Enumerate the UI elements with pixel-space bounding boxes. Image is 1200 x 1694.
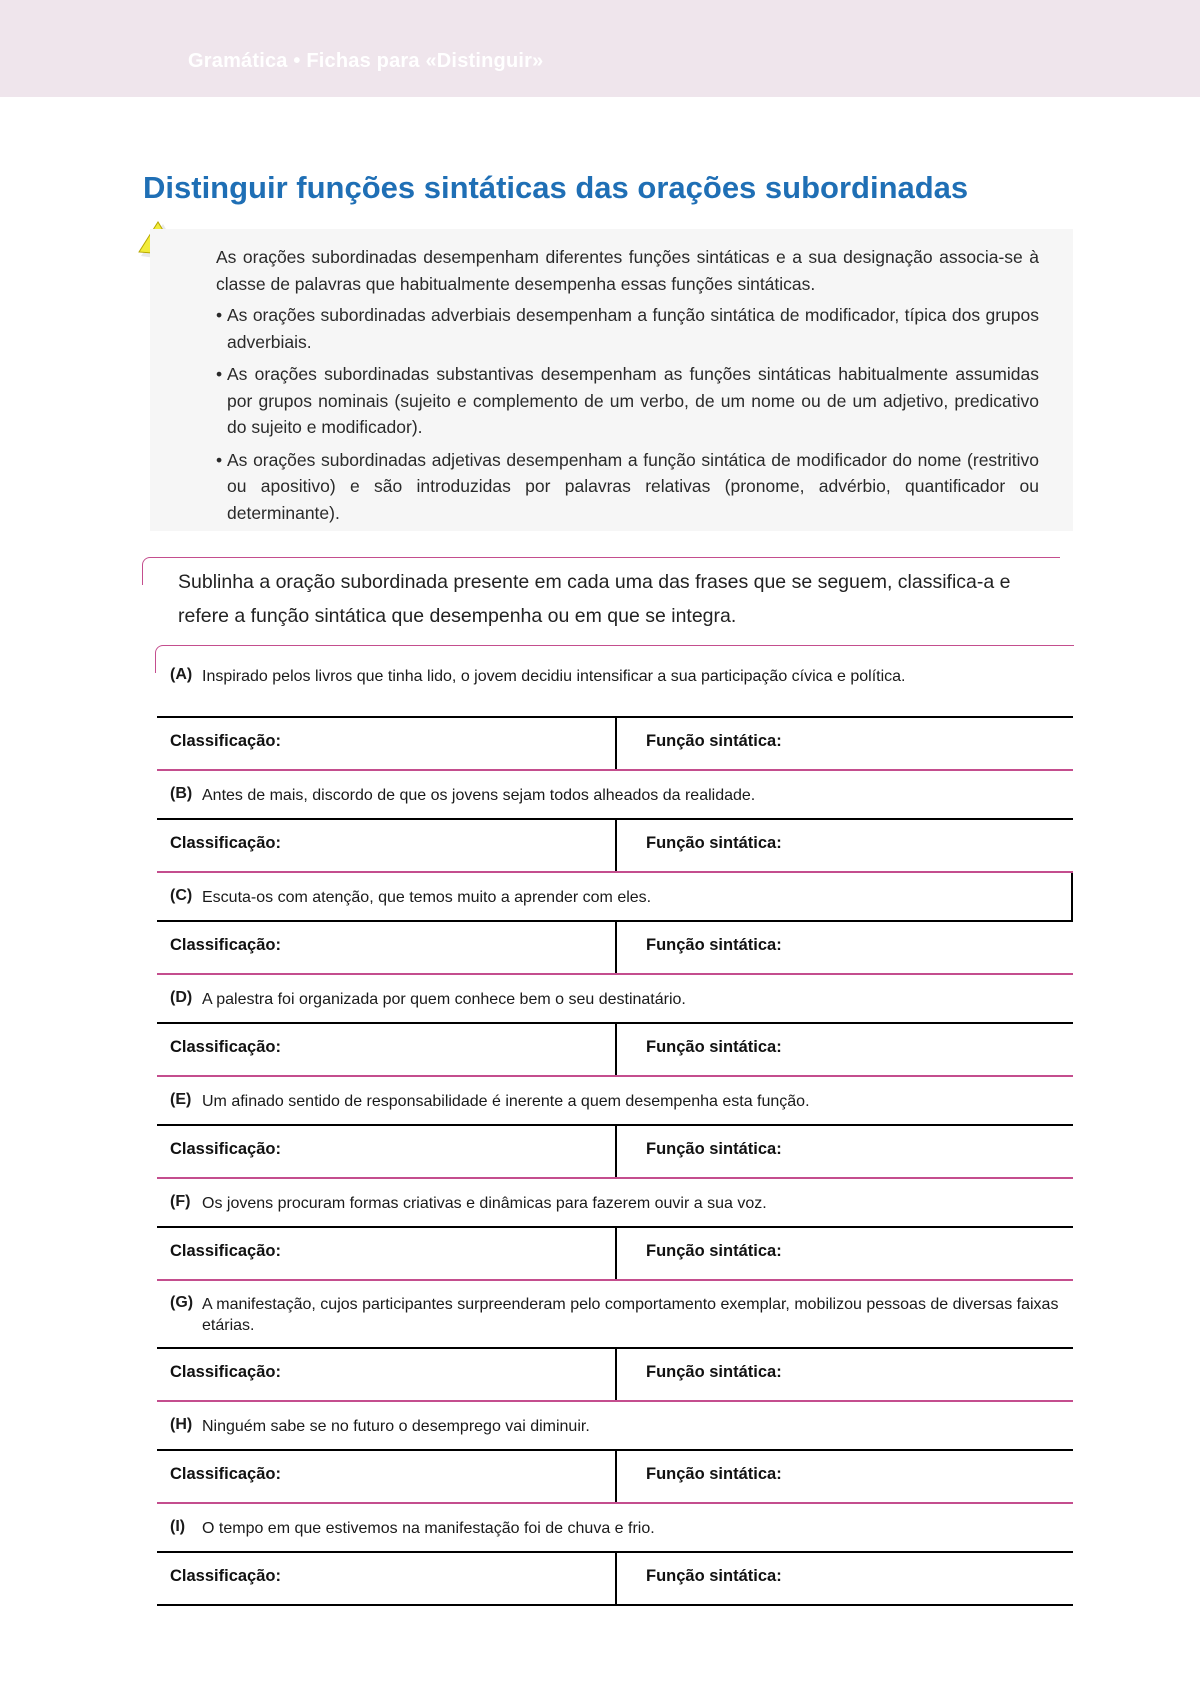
answer-row [157,716,1073,771]
classification-field[interactable]: Classificação: [170,834,281,852]
question-text: Os jovens procuram formas criativas e dinâmicas para fazerem ouvir a sua voz. [202,1195,767,1212]
exercise-question [157,771,1073,818]
question-text: Escuta-os com atenção, que temos muito a aprender com eles. [202,889,652,906]
exercise-list [157,650,1073,1606]
page-title: Distinguir funções sintáticas das orações subordinadas [143,170,969,205]
header-title: Gramática • Fichas para «Distinguir» [188,50,544,72]
answer-row [157,1449,1073,1504]
answer-row [157,818,1073,873]
question-text: Inspirado pelos livros que tinha lido, o jovem decidiu intensificar a sua participação cívica e política. [202,668,906,685]
syntactic-function-field[interactable]: Função sintática: [615,1349,1073,1400]
exercise-question [157,1077,1073,1124]
classification-field[interactable]: Classificação: [170,1363,281,1381]
classification-field[interactable]: Classificação: [170,936,281,954]
classification-field[interactable]: Classificação: [170,1242,281,1260]
question-letter: (B) [170,785,193,802]
answer-row [157,1124,1073,1179]
classification-field[interactable]: Classificação: [170,732,281,750]
info-bullet: • As orações subordinadas adverbiais desempenham a função sintática de modificador, típica dos grupos adverbiais. [216,302,1039,355]
question-text: O tempo em que estivemos na manifestação foi de chuva e frio. [202,1520,655,1537]
answer-row [157,1347,1073,1402]
classification-field[interactable]: Classificação: [170,1038,281,1056]
info-bullet: • As orações subordinadas substantivas desempenham as funções sintáticas habitualmente assumidas por grupos nominais (sujeito e complemento de um verbo, de um nome ou de um adjetivo, predicativo do sujeito e modificador). [216,361,1039,441]
answer-row [157,920,1073,975]
question-text: Um afinado sentido de responsabilidade é inerente a quem desempenha esta função. [202,1093,810,1110]
info-bullet: • As orações subordinadas adjetivas desempenham a função sintática de modificador do nome (restritivo ou apositivo) e são introduzidas por palavras relativas (pronome, advérbio, quantificador ou determinante). [216,447,1039,527]
answer-row [157,1226,1073,1281]
instruction: Sublinha a oração subordinada presente em cada uma das frases que se seguem, classifica-a e refere a função sintática que desempenha ou em que se integra. [178,571,1011,627]
answer-row [157,1551,1073,1606]
question-letter: (E) [170,1091,192,1108]
classification-field[interactable]: Classificação: [170,1567,281,1585]
exercise-question [157,1281,1073,1347]
classification-field[interactable]: Classificação: [170,1140,281,1158]
question-letter: (I) [170,1518,186,1535]
exercise-question [157,650,1073,716]
info-bullet-list [216,302,1039,526]
syntactic-function-field[interactable]: Função sintática: [615,1126,1073,1177]
question-text: A palestra foi organizada por quem conhece bem o seu destinatário. [202,991,686,1008]
question-letter: (D) [170,989,193,1006]
info-intro: As orações subordinadas desempenham diferentes funções sintáticas e a sua designação associa-se à classe de palavras que habitualmente desempenha essas funções sintáticas. [216,247,1039,294]
info-box [150,229,1073,531]
question-letter: (G) [170,1294,194,1311]
classification-field[interactable]: Classificação: [170,1465,281,1483]
syntactic-function-field[interactable]: Função sintática: [615,1451,1073,1502]
syntactic-function-field[interactable]: Função sintática: [615,922,1073,973]
question-text: A manifestação, cujos participantes surpreenderam pelo comportamento exemplar, mobilizou pessoas de diversas faixas etárias. [202,1296,1059,1334]
exercise-question [157,1179,1073,1226]
syntactic-function-field[interactable]: Função sintática: [615,1024,1073,1075]
exercise-question [157,1402,1073,1449]
question-letter: (A) [170,666,193,683]
question-letter: (H) [170,1416,193,1433]
exercise-question [157,975,1073,1022]
answer-row [157,1022,1073,1077]
question-letter: (F) [170,1193,191,1210]
question-text: Antes de mais, discordo de que os jovens sejam todos alheados da realidade. [202,787,756,804]
syntactic-function-field[interactable]: Função sintática: [615,820,1073,871]
question-letter: (C) [170,887,193,904]
exercise-question [157,873,1073,920]
exercise-question [157,1504,1073,1551]
syntactic-function-field[interactable]: Função sintática: [615,1553,1073,1604]
syntactic-function-field[interactable]: Função sintática: [615,718,1073,769]
question-text: Ninguém sabe se no futuro o desemprego vai diminuir. [202,1418,590,1435]
syntactic-function-field[interactable]: Função sintática: [615,1228,1073,1279]
top-band [0,0,1200,97]
